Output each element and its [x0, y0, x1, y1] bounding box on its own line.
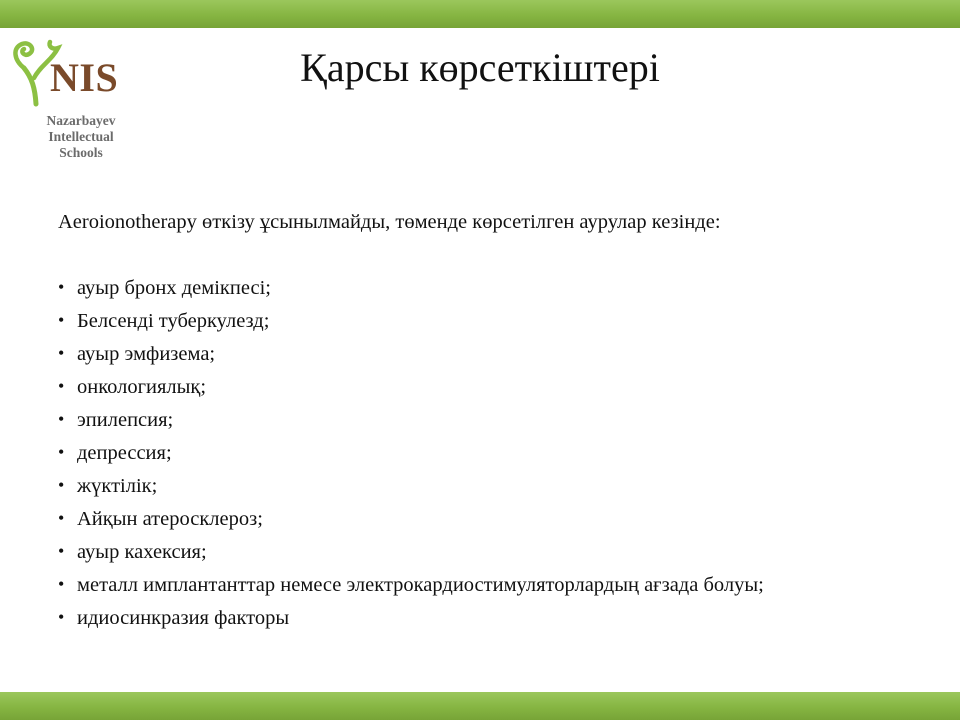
bullet-icon: • [58, 574, 65, 594]
bottom-accent-bar [0, 692, 960, 720]
bullet-icon: • [58, 475, 65, 495]
list-item-text: ауыр бронх демікпесі; [77, 277, 271, 299]
bullet-icon: • [58, 310, 65, 330]
list-item-text: идиосинкразия факторы [77, 607, 290, 629]
list-item-text: эпилепсия; [77, 409, 174, 431]
list-item [58, 439, 764, 472]
bullet-icon: • [58, 541, 65, 561]
list-item [58, 307, 764, 340]
list-item-text: депрессия; [77, 442, 172, 464]
logo-school-name [26, 113, 136, 161]
logo-abbreviation: NIS [50, 55, 119, 100]
bullet-icon: • [58, 343, 65, 363]
list-item-text: ауыр кахексия; [77, 541, 207, 563]
bullet-icon: • [58, 607, 65, 627]
list-item [58, 472, 764, 505]
bullet-icon: • [58, 376, 65, 396]
list-item-text: Белсенді туберкулезд; [77, 310, 270, 332]
list-item [58, 340, 764, 373]
list-item-text: жүктілік; [77, 475, 158, 497]
list-item [58, 406, 764, 439]
logo-name-line-3: Schools [59, 145, 103, 160]
list-item [58, 373, 764, 406]
list-item [58, 604, 764, 637]
intro-text: Aeroionotherapy өткізу ұсынылмайды, төменде көрсетілген аурулар кезінде: [58, 211, 721, 233]
list-item-text: Айқын атеросклероз; [77, 508, 263, 530]
list-item [58, 505, 764, 538]
slide-title: Қарсы көрсеткіштері [300, 45, 660, 90]
top-accent-bar [0, 0, 960, 28]
bullet-icon: • [58, 277, 65, 297]
list-item-text: онкологиялық; [77, 376, 207, 398]
list-item-text: металл имплантанттар немесе электрокардиостимуляторлардың ағзада болуы; [77, 574, 764, 596]
logo-name-line-2: Intellectual [48, 129, 114, 144]
contraindications-list [58, 274, 764, 637]
list-item [58, 274, 764, 307]
logo-name-line-1: Nazarbayev [46, 113, 116, 128]
bullet-icon: • [58, 442, 65, 462]
list-item [58, 538, 764, 571]
list-item-text: ауыр эмфизема; [77, 343, 216, 365]
bullet-icon: • [58, 409, 65, 429]
bullet-icon: • [58, 508, 65, 528]
list-item [58, 571, 764, 604]
